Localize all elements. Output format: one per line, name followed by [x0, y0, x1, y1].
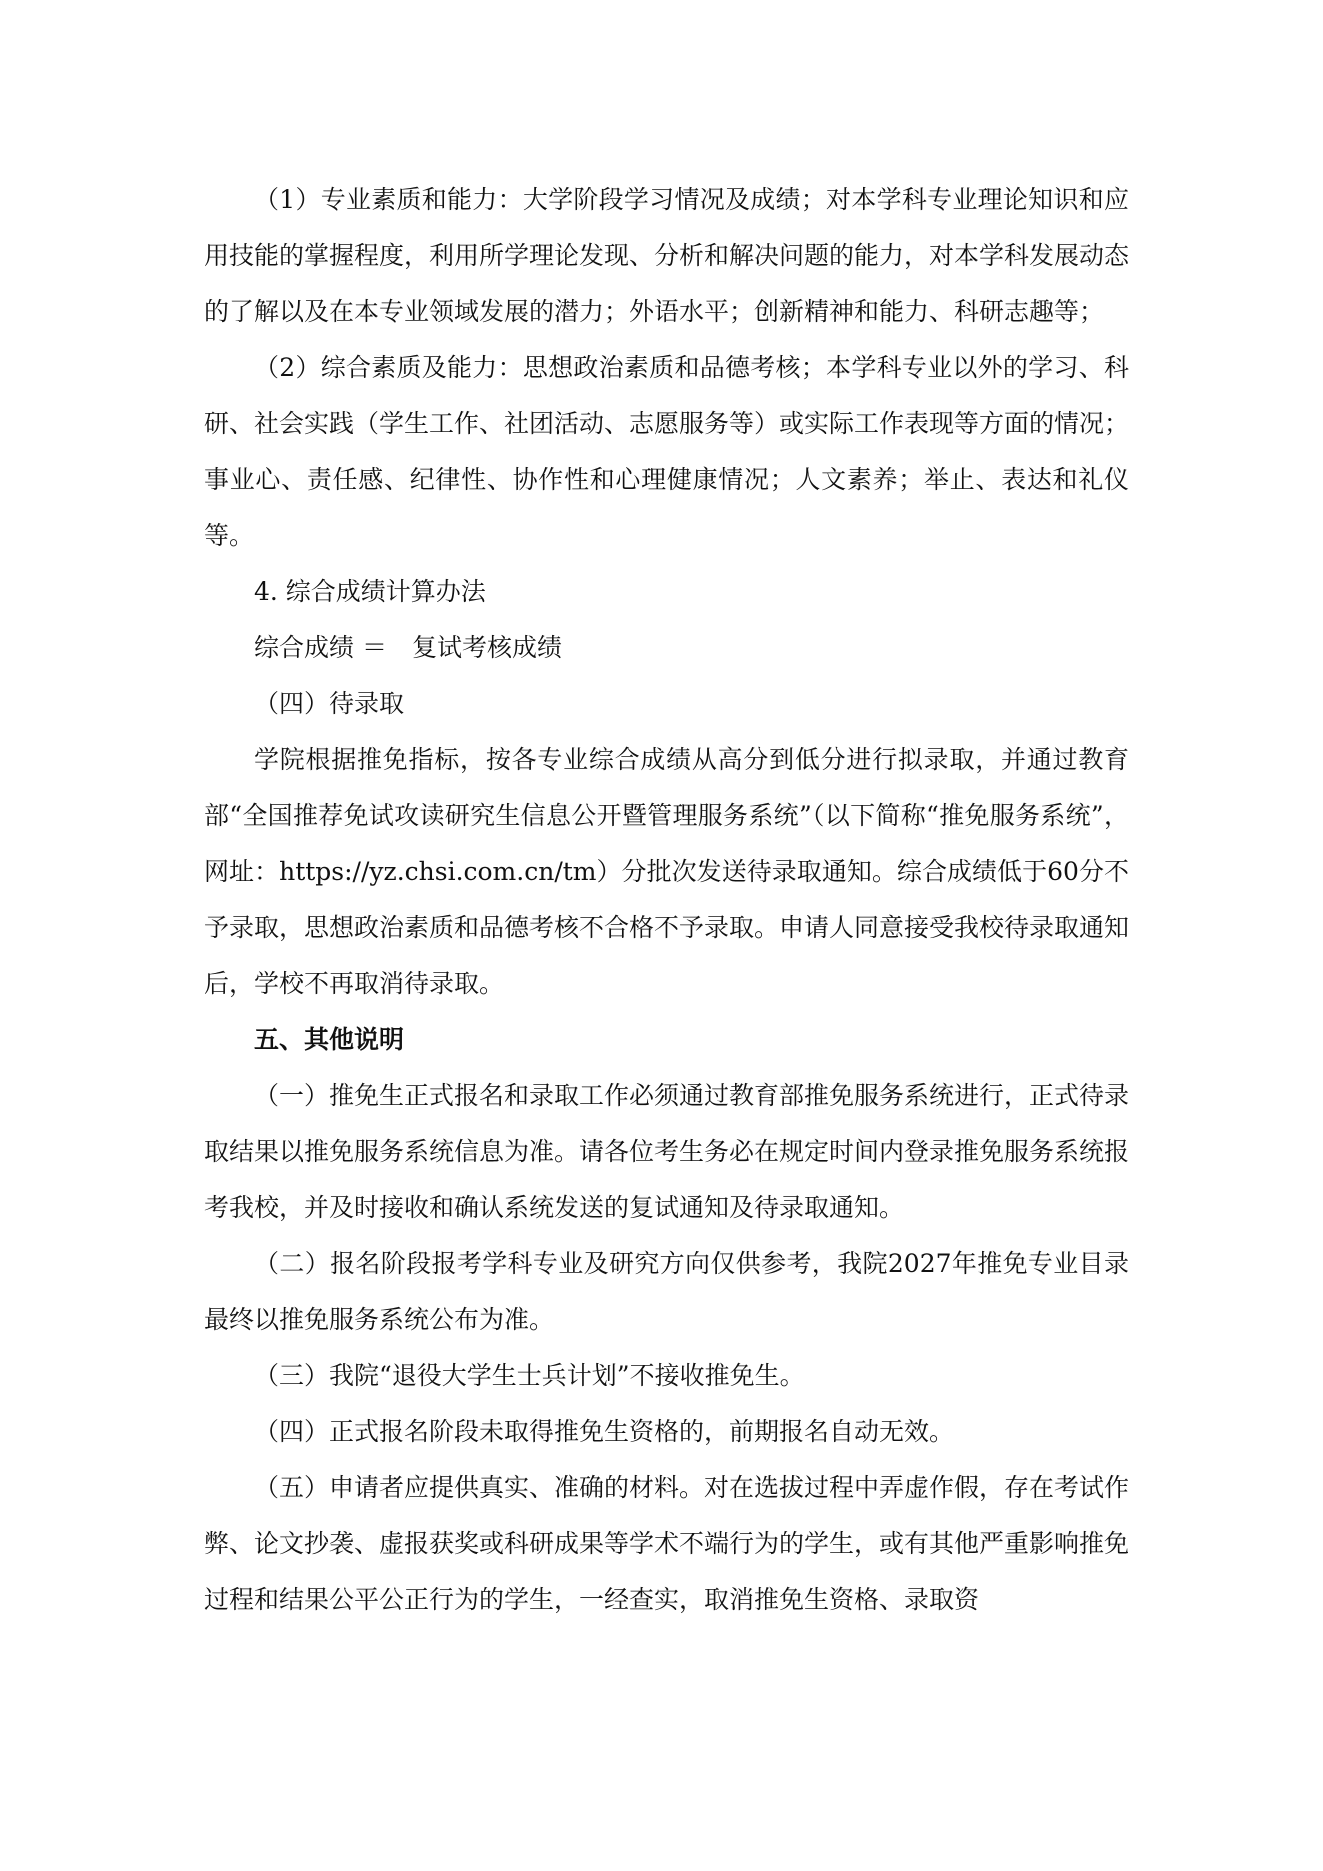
paragraph-note-3: （三）我院“退役大学生士兵计划”不接收推免生。	[254, 1361, 805, 1390]
section-heading-other-notes: 五、其他说明	[254, 1025, 405, 1054]
paragraph-note-5: （五）申请者应提供真实、准确的材料。对在选拔过程中弄虚作假，存在考试作弊、论文抄袭、虚报获奖或科研成果等学术不端行为的学生，或有其他严重影响推免过程和结果公平公正行为的学生，一经查实，取消推免生资格、录取资	[204, 1473, 1130, 1614]
paragraph-score-formula: 综合成绩 ＝ 复试考核成绩	[254, 633, 562, 662]
paragraph-note-1: （一）推免生正式报名和录取工作必须通过教育部推免服务系统进行，正式待录取结果以推免服务系统信息为准。请各位考生务必在规定时间内登录推免服务系统报考我校，并及时接收和确认系统发送的复试通知及待录取通知。	[204, 1081, 1130, 1222]
document-body	[204, 172, 1129, 1628]
paragraph-comprehensive-ability: （2）综合素质及能力：思想政治素质和品德考核；本学科专业以外的学习、科研、社会实践（学生工作、社团活动、志愿服务等）或实际工作表现等方面的情况；事业心、责任感、纪律性、协作性和心理健康情况；人文素养；举止、表达和礼仪等。	[204, 353, 1130, 550]
paragraph-professional-ability: （1）专业素质和能力：大学阶段学习情况及成绩；对本学科专业理论知识和应用技能的掌握程度，利用所学理论发现、分析和解决问题的能力，对本学科发展动态的了解以及在本专业领域发展的潜力；外语水平；创新精神和能力、科研志趣等；	[204, 185, 1130, 326]
paragraph-pending-admission-body: 学院根据推免指标，按各专业综合成绩从高分到低分进行拟录取，并通过教育部“全国推荐免试攻读研究生信息公开暨管理服务系统”（以下简称“推免服务系统”，网址：https://yz.chsi.com.cn/tm）分批次发送待录取通知。综合成绩低于60分不予录取，思想政治素质和品德考核不合格不予录取。申请人同意接受我校待录取通知后，学校不再取消待录取。	[204, 745, 1130, 998]
paragraph-pending-admission-title: （四）待录取	[254, 689, 405, 718]
paragraph-score-method-title: 4. 综合成绩计算办法	[254, 577, 486, 606]
paragraph-note-2: （二）报名阶段报考学科专业及研究方向仅供参考，我院2027年推免专业目录最终以推免服务系统公布为准。	[204, 1249, 1129, 1334]
paragraph-note-4: （四）正式报名阶段未取得推免生资格的，前期报名自动无效。	[254, 1417, 955, 1446]
